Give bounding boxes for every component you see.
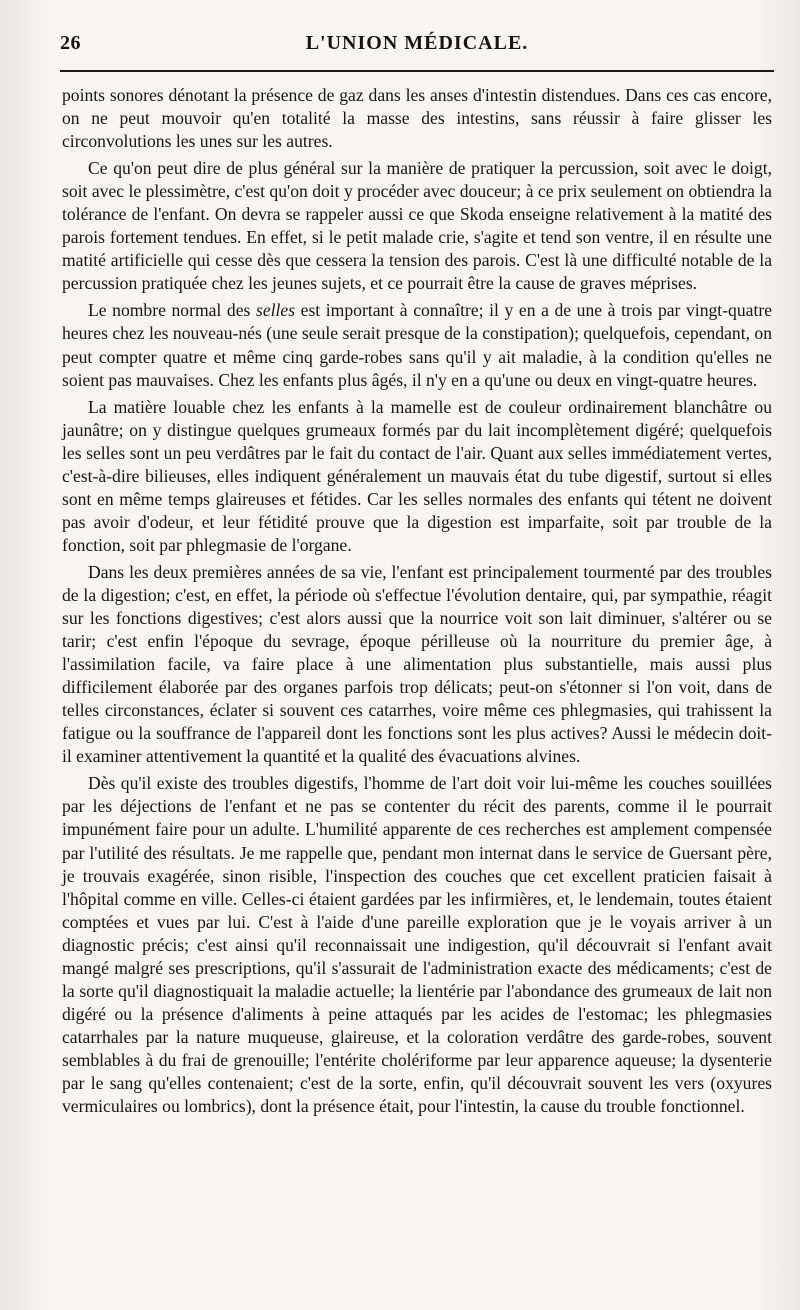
page-number: 26 — [60, 32, 81, 54]
journal-title: L'UNION MÉDICALE. — [305, 32, 529, 54]
paragraph-1: points sonores dénotant la présence de gaz dans les anses d'intestin distendues. Dans ces cas encore, on ne peut mouvoir qu'en totalité la masse des intestins, sans réussir à faire glisser les circonvolutions les unes sur les autres. — [62, 85, 772, 152]
header-rule — [60, 70, 774, 72]
italic-term-selles: selles — [255, 300, 296, 321]
paragraph-3-start: Le nombre normal des — [88, 300, 256, 321]
running-head — [60, 28, 774, 62]
paragraph-2: Ce qu'on peut dire de plus général sur la manière de pratiquer la percussion, soit avec le doigt, soit avec le plessimètre, c'est qu'on doit y procéder avec douceur; à ce prix seulement on obtiendra la tolérance de l'enfant. On devra se rappeler aussi ce que Skoda enseigne relativement à la matité des parois fortement tendues. En effet, si le petit malade crie, s'agite et tend son ventre, il en résulte une matité artificielle qui cesse dès que cessera la tension des parois. C'est là une difficulté notable de la percussion pratiquée chez les jeunes sujets, et ce pourrait être la cause de graves méprises. — [62, 158, 772, 294]
paragraph-6: Dès qu'il existe des troubles digestifs, l'homme de l'art doit voir lui-même les couches souillées par les déjections de l'enfant et ne pas se contenter du récit des parents, comme il le pourrait impunément faire pour un adulte. L'humilité apparente de ces recherches est amplement compensée par l'utilité des résultats. Je me rappelle que, pendant mon internat dans le service de Guersant père, je trouvais exagérée, sinon risible, l'inspection des couches que cet excellent praticien faisait à l'hôpital comme en ville. Celles-ci étaient gardées par les infirmières, et, le lendemain, toutes étaient comptées et vues par lui. C'est à l'aide d'une pareille exploration que je le voyais arriver à un diagnostic précis; c'est ainsi qu'il reconnaissait une indigestion, qu'il découvrait si l'enfant avait mangé malgré ses prescriptions, qu'il s'assurait de l'administration exacte des médicaments; c'est de la sorte qu'il diagnostiquait la maladie actuelle; la lientérie par l'abondance des grumeaux de lait non digéré ou la présence d'aliments à peine attaqués par les acides de l'estomac; les phlegmasies catarrhales par la nature muqueuse, glaireuse, et la coloration verdâtre des garde-robes, souvent semblables à du frai de grenouille; l'entérite cholériforme par leur apparence aqueuse; la dysenterie par le sang qu'elles contenaient; c'est de la sorte, enfin, qu'il découvrait souvent les vers (oxyures vermiculaires ou lombrics), dont la présence était, pour l'intestin, la cause du trouble fonctionnel. — [62, 773, 772, 1117]
article-body — [62, 84, 772, 1122]
paragraph-3-rest: est important à connaître; il y en a de une à trois par vingt-quatre heures chez les nouveau-nés (une seule serait presque de la constipation); quelquefois, cependant, on peut compter quatre et même cinq garde-robes sans qu'il y ait maladie, à la condition qu'elles ne soient pas mauvaises. Chez les enfants plus âgés, il n'y en a qu'une ou deux en vingt-quatre heures. — [62, 300, 772, 390]
paragraph-5: Dans les deux premières années de sa vie, l'enfant est principalement tourmenté par des troubles de la digestion; c'est, en effet, la période où s'effectue l'évolution dentaire, qui, par sympathie, réagit sur les fonctions digestives; c'est alors aussi que la nourrice voit son lait diminuer, s'altérer ou se tarir; c'est enfin l'époque du sevrage, époque périlleuse où la nourriture du premier âge, à l'assimilation facile, va faire place à une alimentation plus substantielle, mais aussi plus difficilement élaborée par des organes parfois trop délicats; peut-on s'étonner si l'on voit, dans de telles circonstances, éclater si souvent ces catarrhes, voire même ces phlegmasies, qui trahissent la fatigue ou la souffrance de l'appareil dont les fonctions sont les plus actives? Aussi le médecin doit-il examiner attentivement la quantité et la qualité des évacuations alvines. — [62, 561, 772, 767]
paragraph-3 — [62, 299, 772, 391]
paragraph-4: La matière louable chez les enfants à la mamelle est de couleur ordinairement blanchâtre ou jaunâtre; on y distingue quelques grumeaux formés par du lait incomplètement digéré; quelquefois les selles sont un peu verdâtres par le fait du contact de l'air. Quant aux selles immédiatement vertes, c'est-à-dire bilieuses, elles indiquent généralement un mauvais état du tube digestif, surtout si elles sont en même temps glaireuses et fétides. Car les selles normales des enfants qui tétent ne doivent pas avoir d'odeur, et leur fétidité prouve que la digestion est imparfaite, soit par trouble de la fonction, soit par phlegmasie de l'organe. — [62, 396, 772, 555]
